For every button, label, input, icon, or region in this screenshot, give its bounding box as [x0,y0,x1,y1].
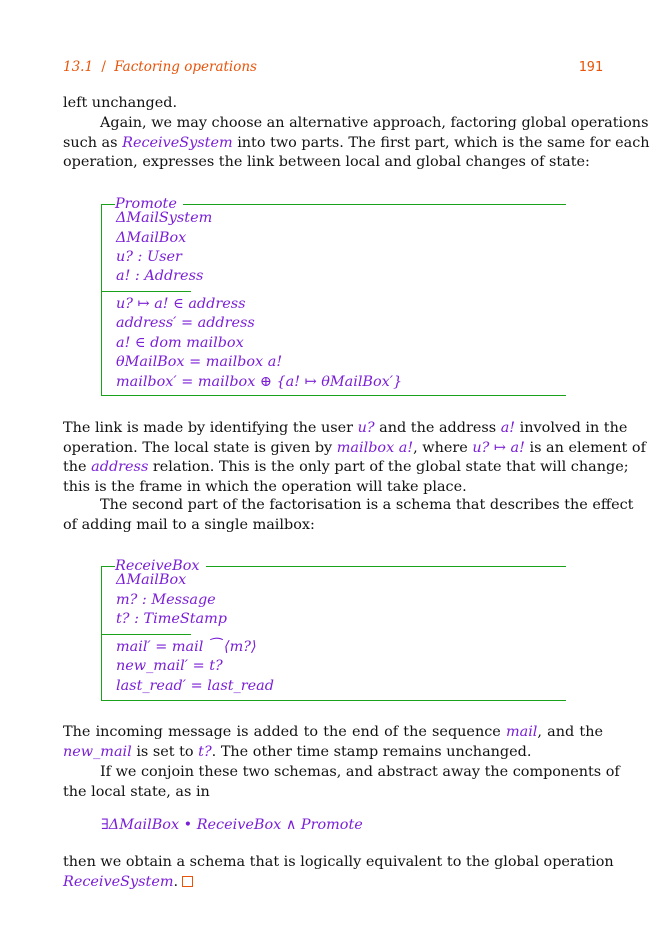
z-name: ReceiveSystem [63,873,174,890]
schema-declaration: ΔMailBox [116,572,187,588]
page-number: 191 [578,59,603,75]
schema-bottom-rule [101,700,566,701]
running-header [63,59,603,79]
z-name: address [91,459,149,475]
text-line [63,723,603,743]
schema-declaration: t? : TimeStamp [116,611,227,627]
text-span: involved in the [519,420,628,436]
schema-name: ReceiveBox [115,557,206,575]
text-span: is an element of [529,439,646,456]
text-span: operation. The local state is given by [63,439,333,456]
paragraph-5 [63,723,603,762]
schema-predicate: mail′ = mail ⁀ ⟨m?⟩ [116,639,257,655]
displayed-expression: ∃ΔMailBox • ReceiveBox ∧ Promote [101,817,363,833]
text-span: the [63,459,87,475]
z-name: t? [198,743,212,760]
schema-divider [101,634,191,635]
text-line: this is the frame in which the operation will take place. [63,478,467,495]
paragraph-6 [63,763,620,802]
z-name: u? [357,420,375,436]
schema-predicate: θMailBox = mailbox a! [116,354,283,370]
z-name: new_mail [63,743,132,760]
text-line: then we obtain a schema that is logically equivalent to the global operation [63,854,614,870]
schema-predicate: mailbox′ = mailbox ⊕ {a! ↦ θMailBox′} [116,374,403,390]
text-line [63,743,603,763]
z-name: mail [505,724,538,740]
text-span: , where [413,439,468,456]
text-line [63,439,646,459]
schema-declaration: ΔMailBox [116,230,187,246]
z-name: mailbox a! [336,439,414,456]
text-span: , and the [537,724,603,740]
text-span: . [173,873,179,890]
schema-predicate: address′ = address [116,315,255,331]
paragraph-1 [63,94,603,114]
schema-bottom-rule [101,395,566,396]
schema-predicate: u? ↦ a! ∈ address [116,296,246,312]
schema-predicate: new_mail′ = t? [116,658,223,674]
text-line: The second part of the factorisation is a schema that describes the effect [100,497,634,513]
text-line [63,458,629,478]
text-line: operation, expresses the link between local and global changes of state: [63,154,590,170]
z-name: a! [500,420,516,436]
schema-receivebox [101,558,566,701]
text-span: and the address [379,420,497,436]
schema-left-rule [101,204,102,396]
paragraph-3 [63,419,646,497]
paragraph-2 [63,114,650,173]
schema-declaration: a! : Address [116,268,204,284]
text-line [63,873,603,893]
text-line: of adding mail to a single mailbox: [63,516,315,533]
schema-predicate: a! ∈ dom mailbox [116,335,244,351]
schema-divider [101,291,191,292]
section-title: Factoring operations [114,59,257,75]
z-name: ReceiveSystem [122,134,233,151]
schema-declaration: ΔMailSystem [116,210,213,226]
text-line [63,419,628,439]
header-separator: / [101,59,106,75]
text-line [63,134,650,154]
text-span: The link is made by identifying the user [63,420,354,436]
text-line: the local state, as in [63,783,210,800]
schema-predicate: last_read′ = last_read [116,678,274,694]
text-span: . The other time stamp remains unchanged. [211,743,532,760]
text-span: such as [63,134,118,151]
z-name: u? ↦ a! [472,439,525,456]
text-line: Again, we may choose an alternative approach, factoring global operations [100,115,649,131]
text-span: The incoming message is added to the end of the sequence [63,724,501,740]
schema-declaration: u? : User [116,249,182,265]
paragraph-7 [63,853,614,892]
text-span: is set to [136,743,194,760]
qed-square-icon [182,876,193,887]
text-line: left unchanged. [63,95,178,111]
section-heading [63,59,257,75]
section-number: 13.1 [63,59,94,75]
schema-declaration: m? : Message [116,592,216,608]
schema-promote [101,196,566,396]
text-span: relation. This is the only part of the global state that will change; [152,459,629,475]
text-span: into two parts. The first part, which is the same for each [237,134,650,151]
paragraph-4 [63,496,634,535]
text-line: If we conjoin these two schemas, and abstract away the components of [100,764,620,780]
schema-name: Promote [115,195,183,213]
